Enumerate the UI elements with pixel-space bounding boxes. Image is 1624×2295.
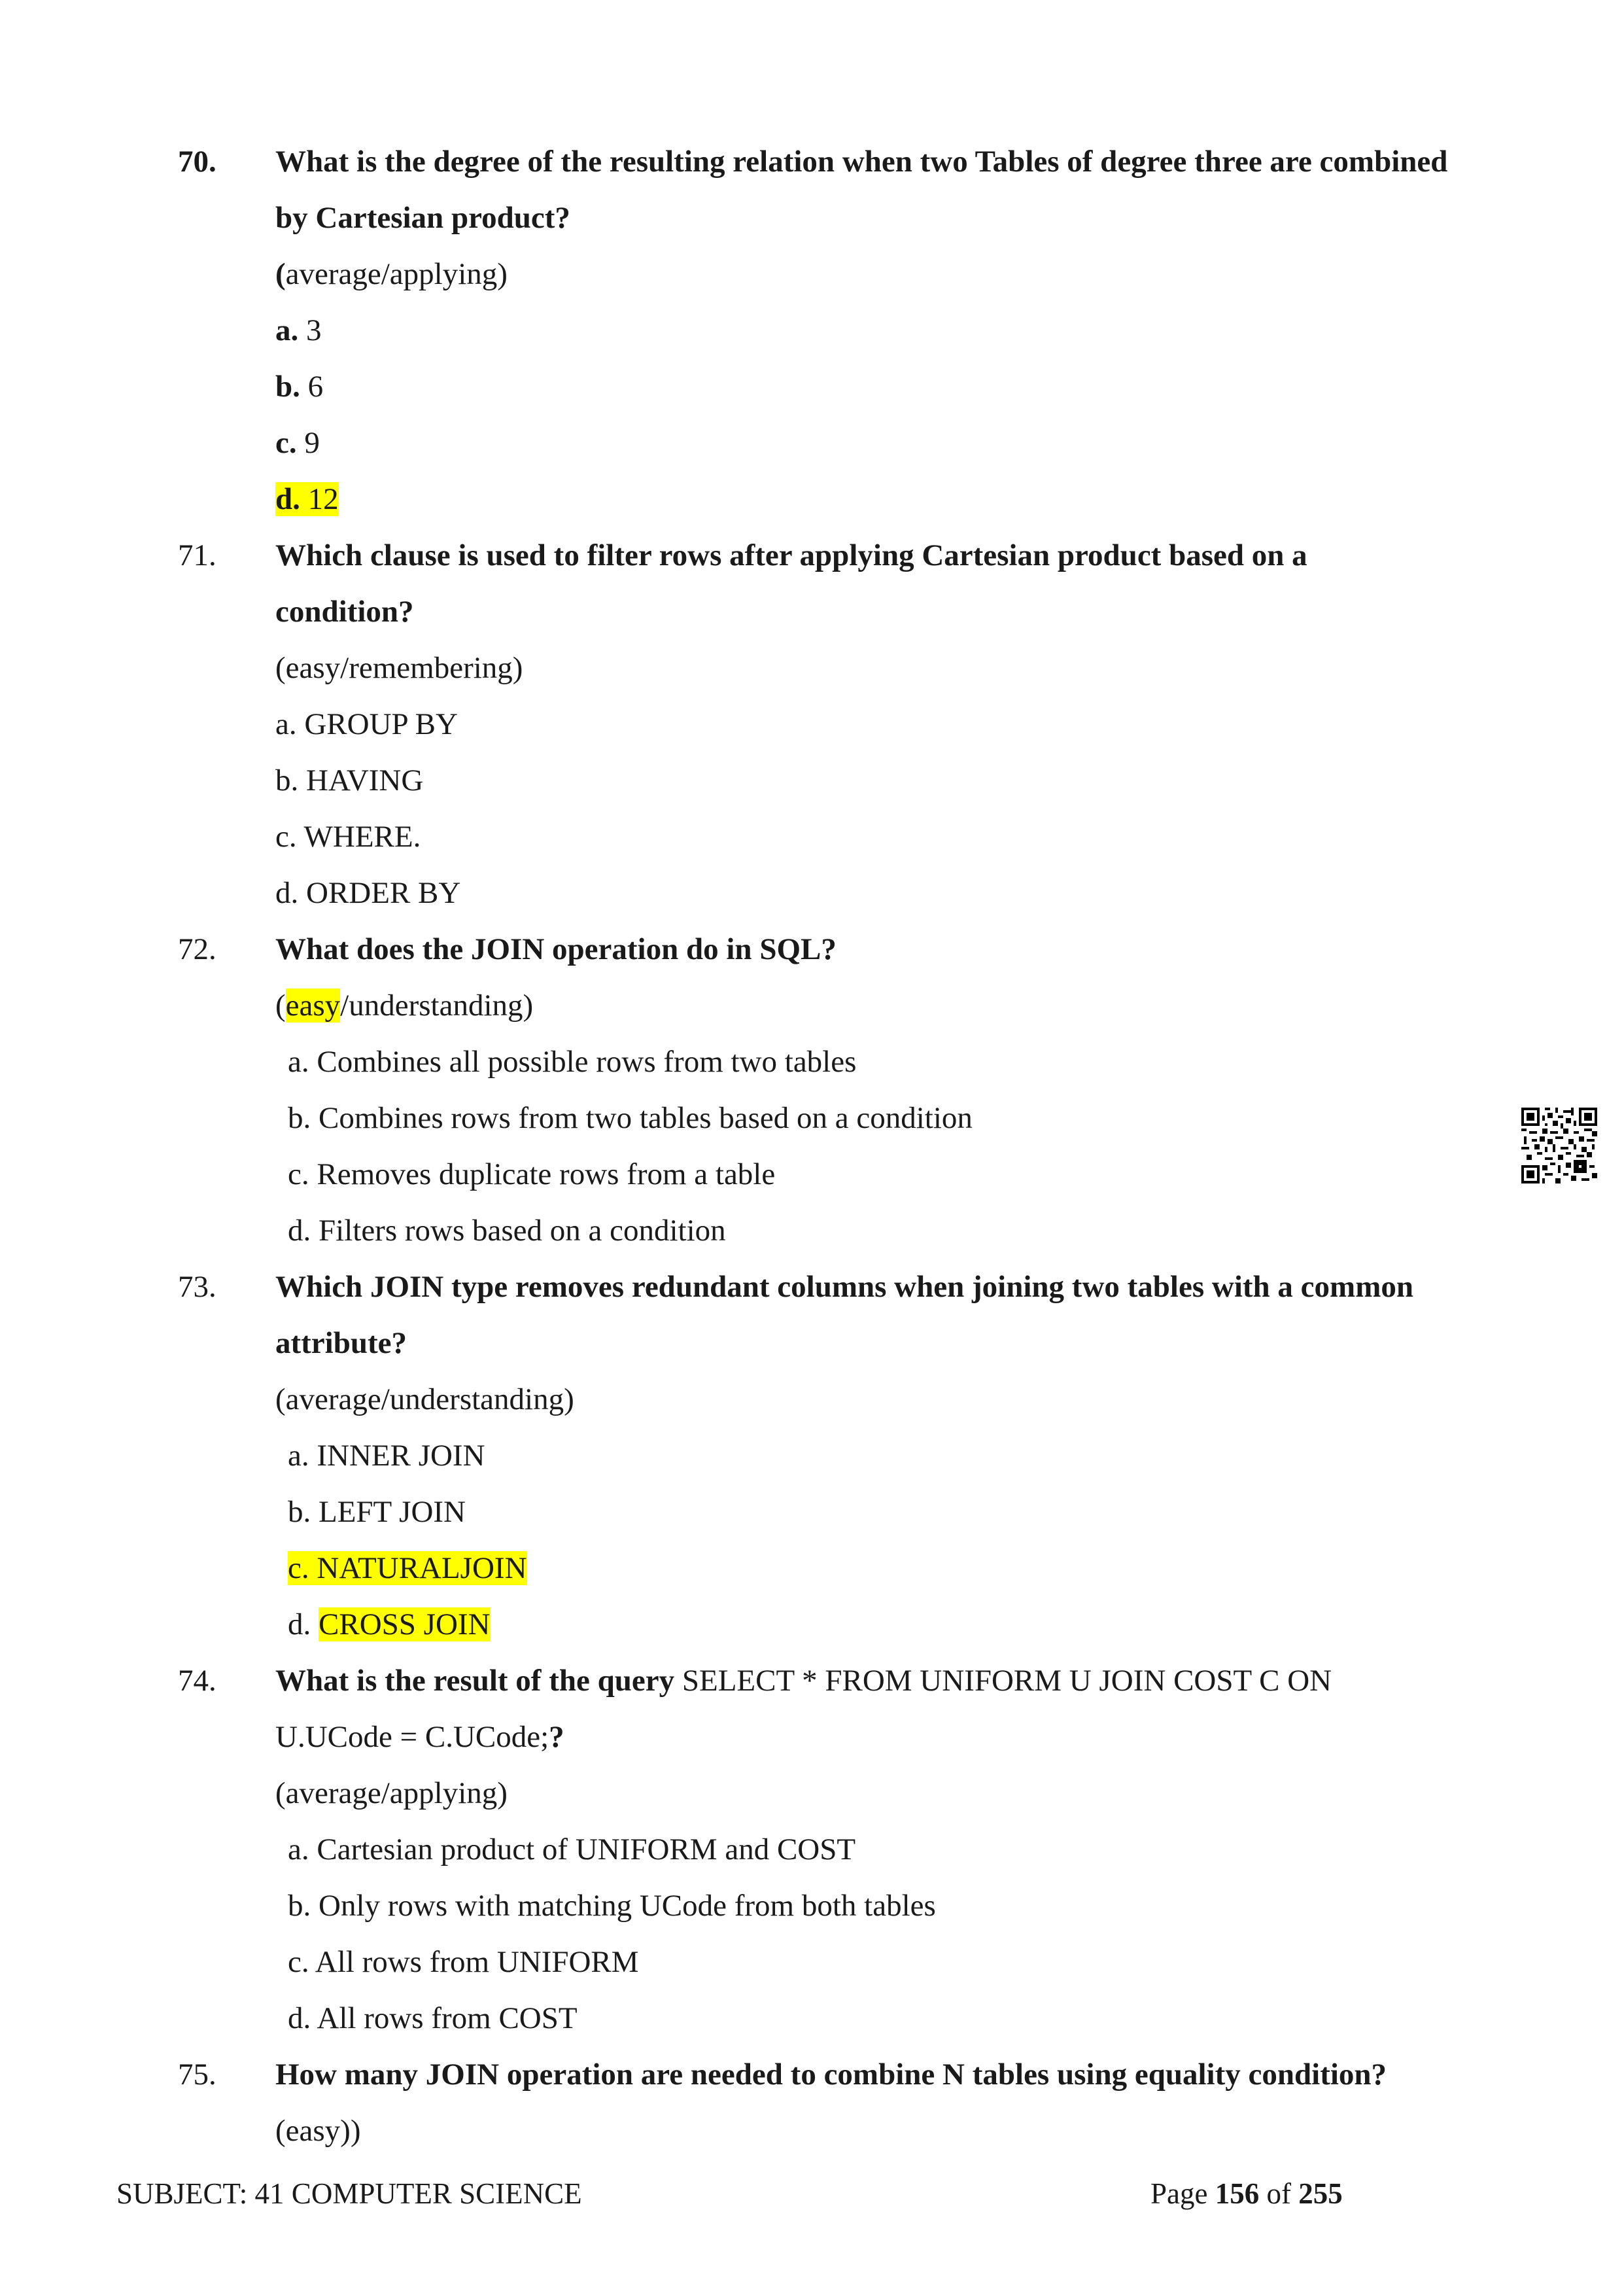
- question-70-text-line1: What is the degree of the resulting relation when two Tables of degree three are combined: [275, 145, 1448, 179]
- question-73-option-a: a. INNER JOIN: [288, 1439, 485, 1473]
- question-70-level: (average/applying): [275, 257, 508, 291]
- question-72-option-d: d. Filters rows based on a condition: [288, 1214, 726, 1248]
- question-70-option-b: b. 6: [275, 370, 324, 404]
- question-70-text-line2: by Cartesian product?: [275, 201, 570, 235]
- footer-subject: SUBJECT: 41 COMPUTER SCIENCE: [116, 2177, 582, 2210]
- question-74-text-line1: What is the result of the query SELECT * FROM UNIFORM U JOIN COST C ON: [275, 1664, 1332, 1698]
- qr-code-icon: [1521, 1108, 1597, 1183]
- question-73-text-line2: attribute?: [275, 1326, 407, 1360]
- question-73-option-d-highlighted: d. CROSS JOIN: [288, 1607, 491, 1641]
- question-number-71: 71.: [178, 538, 216, 572]
- question-71-level: (easy/remembering): [275, 651, 523, 685]
- question-73-option-c-highlighted: c. NATURALJOIN: [288, 1551, 527, 1585]
- question-71-option-c: c. WHERE.: [275, 820, 421, 854]
- question-75-text-line1: How many JOIN operation are needed to combine N tables using equality condition?: [275, 2058, 1387, 2092]
- question-75-level: (easy)): [275, 2114, 361, 2148]
- question-number-70: 70.: [178, 145, 216, 179]
- question-71-option-a: a. GROUP BY: [275, 707, 458, 741]
- question-72-text-line1: What does the JOIN operation do in SQL?: [275, 932, 837, 966]
- question-71-option-d: d. ORDER BY: [275, 876, 461, 910]
- question-71-text-line2: condition?: [275, 595, 414, 629]
- question-70-option-a: a. 3: [275, 313, 322, 347]
- question-74-option-d: d. All rows from COST: [288, 2001, 578, 2035]
- question-74-option-c: c. All rows from UNIFORM: [288, 1945, 639, 1979]
- question-72-option-b: b. Combines rows from two tables based on a condition: [288, 1101, 973, 1135]
- question-70-option-d-answer: d. 12: [275, 482, 339, 516]
- question-73-option-b: b. LEFT JOIN: [288, 1495, 466, 1529]
- question-73-text-line1: Which JOIN type removes redundant columns when joining two tables with a common: [275, 1270, 1413, 1304]
- question-number-74: 74.: [178, 1664, 216, 1698]
- question-74-option-a: a. Cartesian product of UNIFORM and COST: [288, 1832, 856, 1866]
- question-72-level: (easy/understanding): [275, 989, 534, 1023]
- question-72-option-c: c. Removes duplicate rows from a table: [288, 1157, 776, 1191]
- question-74-level: (average/applying): [275, 1776, 508, 1810]
- question-73-level: (average/understanding): [275, 1382, 574, 1416]
- question-70-option-c: c. 9: [275, 426, 320, 460]
- question-72-option-a: a. Combines all possible rows from two tables: [288, 1045, 857, 1079]
- question-number-75: 75.: [178, 2058, 216, 2092]
- question-74-text-line2: U.UCode = C.UCode;?: [275, 1720, 564, 1754]
- footer-page-number: Page 156 of 255: [1150, 2177, 1343, 2210]
- question-number-73: 73.: [178, 1270, 216, 1304]
- question-71-text-line1: Which clause is used to filter rows after applying Cartesian product based on a: [275, 538, 1307, 572]
- question-74-option-b: b. Only rows with matching UCode from both tables: [288, 1889, 936, 1923]
- question-number-72: 72.: [178, 932, 216, 966]
- question-71-option-b: b. HAVING: [275, 763, 424, 797]
